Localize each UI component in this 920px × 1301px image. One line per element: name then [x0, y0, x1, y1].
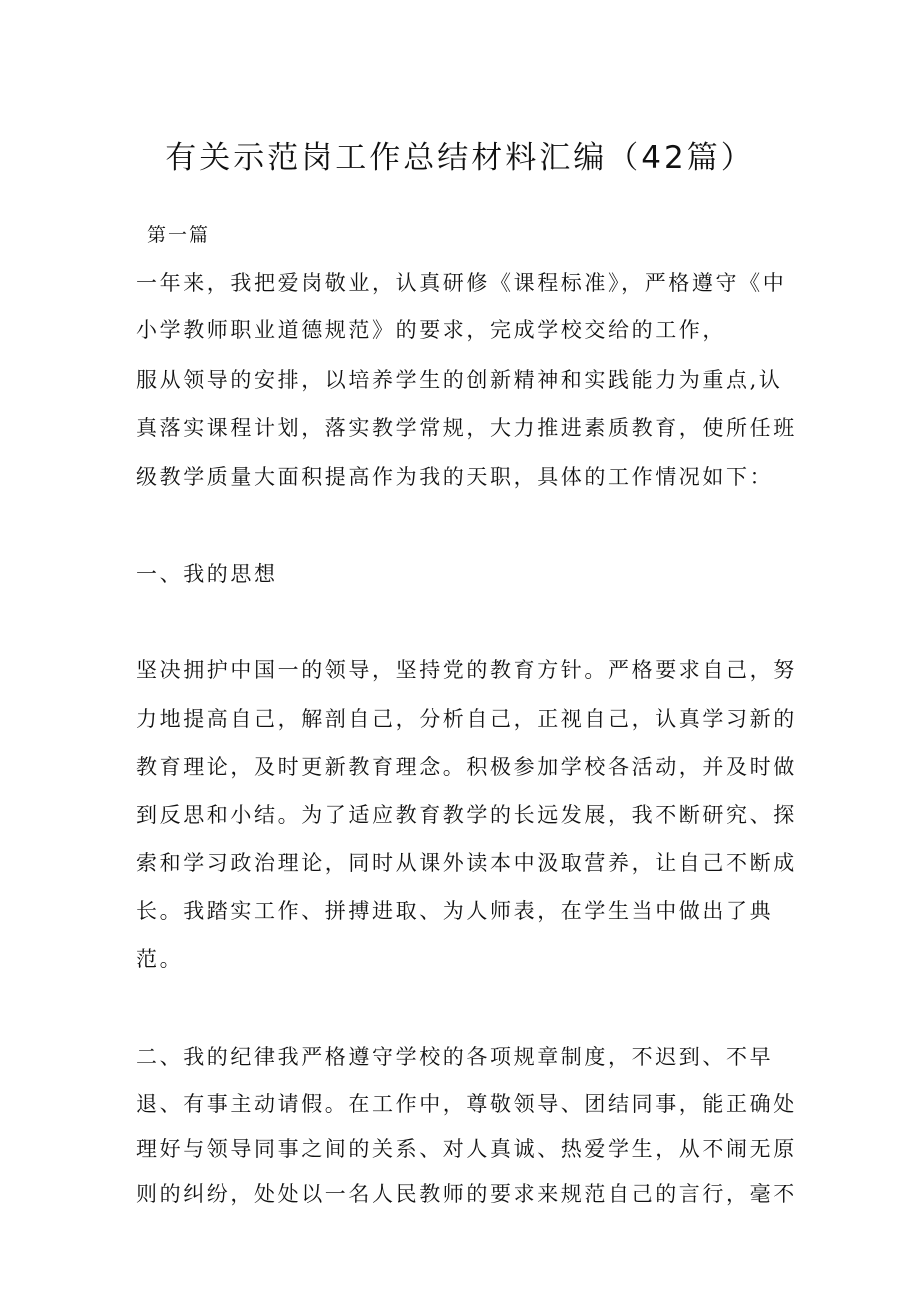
paragraph-3-line-1: 二、我的纪律我严格遵守学校的各项规章制度，不迟到、不早: [136, 1045, 774, 1069]
paragraph-2-line-4: 到反思和小结。为了适应教育教学的长远发展，我不断研究、探: [136, 803, 797, 827]
paragraph-2-line-2: 力地提高自己，解剖自己，分析自己，正视自己，认真学习新的: [136, 707, 797, 731]
section-heading-1: 一、我的思想: [136, 562, 278, 586]
document-title: 有关示范岗工作总结材料汇编（42篇）: [165, 140, 755, 176]
paragraph-1-line-4: 真落实课程计划，落实教学常规，大力推进素质教育，使所任班: [136, 416, 797, 440]
paragraph-2-line-6: 长。我踏实工作、拼搏进取、为人师表，在学生当中做出了典: [136, 899, 774, 923]
paragraph-1-line-2: 小学教师职业道德规范》的要求，完成学校交给的工作，: [136, 318, 726, 342]
paragraph-3-line-2: 退、有事主动请假。在工作中，尊敬领导、团结同事，能正确处: [136, 1092, 797, 1116]
section-label: 第一篇: [147, 224, 211, 246]
paragraph-2-line-5: 索和学习政治理论，同时从课外读本中汲取营养，让自己不断成: [136, 851, 797, 875]
paragraph-2-line-3: 教育理论，及时更新教育理念。积极参加学校各活动，并及时做: [136, 755, 797, 779]
paragraph-3-line-3: 理好与领导同事之间的关系、对人真诚、热爱学生，从不闹无原: [136, 1137, 797, 1161]
paragraph-1-line-1: 一年来，我把爱岗敬业，认真研修《课程标准》，严格遵守《中: [136, 271, 787, 295]
paragraph-2-line-1: 坚决拥护中国一的领导，坚持党的教育方针。严格要求自己，努: [136, 658, 797, 682]
paragraph-1-line-3: 服从领导的安排，以培养学生的创新精神和实践能力为重点,认: [136, 368, 783, 392]
paragraph-1-line-5: 级教学质量大面积提高作为我的天职，具体的工作情况如下：: [136, 465, 774, 489]
paragraph-2-line-7: 范。: [136, 947, 184, 971]
paragraph-3-line-4: 则的纠纷，处处以一名人民教师的要求来规范自己的言行，毫不: [136, 1182, 797, 1206]
